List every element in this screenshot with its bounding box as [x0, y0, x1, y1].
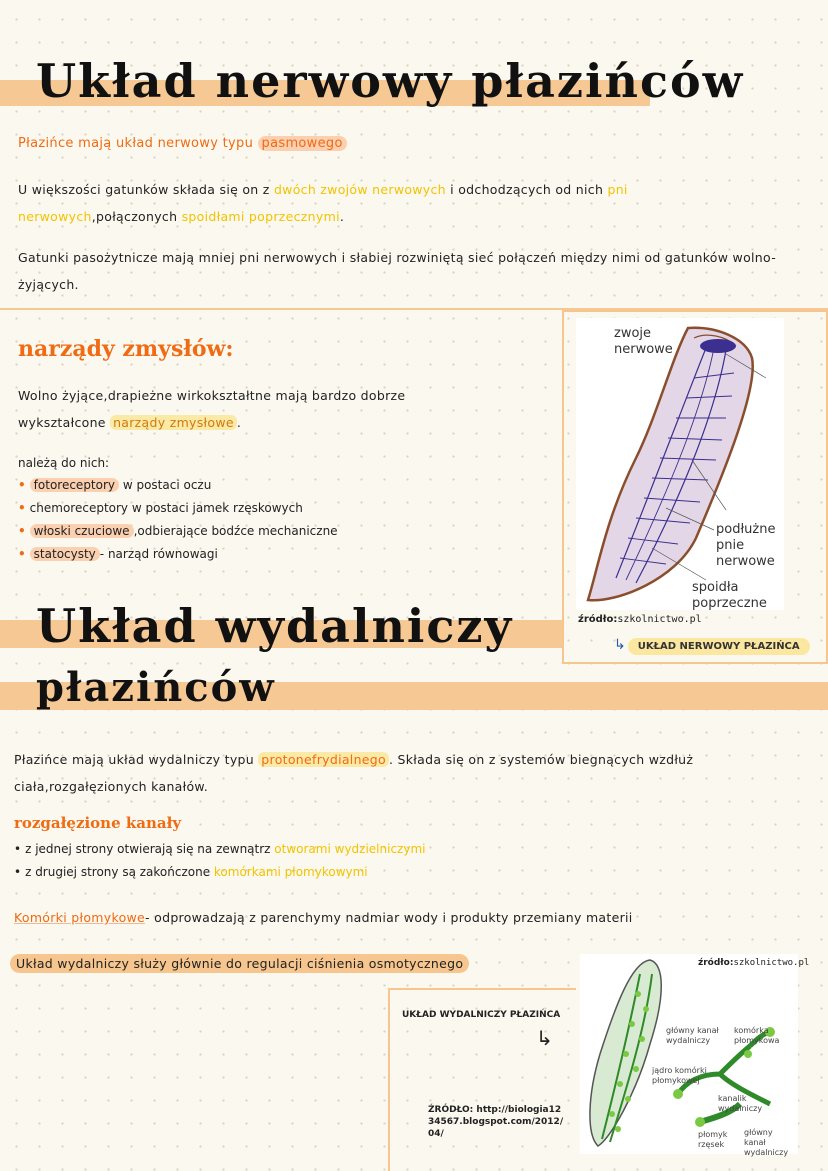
- p1-text-c: i odchodzących od nich: [445, 182, 608, 197]
- arrow-icon: ↳: [614, 637, 626, 653]
- list-item: • statocysty - narząd równowagi: [18, 547, 218, 561]
- p1-term-ganglia: dwóch zwojów nerwowych: [273, 182, 446, 197]
- figure2-source: [698, 958, 809, 968]
- figure-excretory-image: [580, 954, 810, 1157]
- bullet-term: komórkami płomykowymi: [213, 865, 368, 879]
- item-term: włoski czuciowe: [30, 524, 134, 538]
- senses-list-intro: należą do nich:: [18, 456, 110, 470]
- p1-text-a: U większości gatunków składa się on z: [18, 182, 274, 197]
- page-title-excretory-1: Układ wydalniczy: [36, 599, 514, 653]
- figure2-arrow-icon: ↳: [536, 1026, 553, 1050]
- p1-text-g: .: [339, 209, 345, 224]
- label-trunks: podłużne pnie nerwowe: [716, 522, 776, 569]
- senses-heading: narządy zmysłów:: [18, 336, 234, 362]
- label-canal: kanalik wydalniczy: [718, 1094, 763, 1113]
- list-item: • z drugiej strony są zakończone komórkami płomykowymi: [14, 865, 368, 879]
- canals-heading: rozgałęzione kanały: [14, 814, 182, 832]
- nervous-paragraph-2: Gatunki pasożytnicze mają mniej pni nerwowych i słabiej rozwiniętą sieć połączeń między nimi od gatunków wolno-żyjących.: [18, 250, 777, 292]
- list-item: • włoski czuciowe ,odbierające bodźce mechaniczne: [18, 524, 338, 538]
- list-item: • z jednej strony otwierają się na zewnątrz otworami wydzielniczymi: [14, 842, 426, 856]
- source-prefix: źródło:: [578, 614, 618, 625]
- nervous-paragraph-1: [18, 176, 778, 230]
- item-desc: w postaci jamek rzęskowych: [128, 501, 303, 515]
- senses-term: narządy zmysłowe: [110, 415, 237, 430]
- senses-list: [18, 474, 488, 566]
- pasmowy-highlight: pasmowego: [258, 136, 347, 151]
- senses-text-c: .: [236, 415, 242, 430]
- summary-text: Układ wydalniczy służy głównie do regulacji ciśnienia osmotycznego: [10, 954, 469, 973]
- p1-term-trunks: pni nerwowych: [18, 182, 628, 224]
- figure2-blog-source: ŹRÓDŁO: http://biologia1234567.blogspot.com/2012/04/: [428, 1105, 564, 1139]
- item-term: chemoreceptory: [29, 501, 129, 515]
- bullet-text: z drugiej strony są zakończone: [25, 865, 214, 879]
- label-ganglia: zwoje nerwowe: [614, 326, 673, 357]
- p1-text-e: ,połączonych: [91, 209, 182, 224]
- item-desc: ,odbierające bodźce mechaniczne: [133, 524, 338, 538]
- bullet-term: otworami wydzielniczymi: [274, 842, 426, 856]
- summary-line: [10, 950, 469, 977]
- page-title-excretory-2: płazińców: [36, 664, 276, 711]
- label-cilia: płomyk rzęsek: [698, 1130, 728, 1149]
- intro-text: Płazińce mają układ nerwowy typu: [18, 136, 258, 151]
- label-flame-cell: komórka płomykowa: [734, 1026, 780, 1045]
- item-term: fotoreceptory: [30, 478, 119, 492]
- list-item: • fotoreceptory w postaci oczu: [18, 478, 212, 492]
- intro-line: [18, 130, 347, 157]
- source-prefix: źródło:: [698, 958, 734, 968]
- ex-term-protonephridia: protonefrydialnego: [258, 752, 389, 767]
- figure2-caption: UKŁAD WYDALNICZY PŁAZIŃCA: [402, 1010, 561, 1020]
- source-site: szkolnictwo.pl: [733, 958, 810, 968]
- senses-text-a: Wolno żyjące,drapieżne wirkokształtne mają bardzo dobrze wykształcone: [18, 388, 406, 430]
- flame-desc: - odprowadzają z parenchymy nadmiar wody i produkty przemiany materii: [145, 910, 633, 925]
- item-term: statocysty: [30, 547, 100, 561]
- flame-cells-line: [14, 904, 814, 931]
- canals-list: [14, 838, 794, 884]
- bullet-text: z jednej strony otwierają się na zewnątrz: [25, 842, 275, 856]
- flame-term: Komórki płomykowe: [14, 910, 146, 925]
- item-desc: - narząd równowagi: [99, 547, 218, 561]
- figure-nervous-image: [576, 318, 784, 610]
- flatworm-excretory-illustration: [580, 954, 798, 1154]
- caption-text: UKŁAD NERWOWY PŁAZIŃCA: [628, 638, 810, 655]
- item-desc: w postaci oczu: [119, 478, 212, 492]
- list-item: • chemoreceptory w postaci jamek rzęskowych: [18, 501, 303, 515]
- figure1-caption: [614, 634, 810, 653]
- label-main-canal-2: główny kanał wydalniczy: [744, 1128, 789, 1157]
- label-main-canal: główny kanał wydalniczy: [666, 1026, 719, 1045]
- ex-text-b: . Składa się on z systemów biegnących wzdłuż ciała,rozgałęzionych kanałów.: [14, 752, 694, 794]
- senses-paragraph: [18, 382, 488, 436]
- source-site: szkolnictwo.pl: [617, 614, 702, 625]
- p1-term-commissures: spoidłami poprzecznymi: [181, 209, 340, 224]
- figure1-source: [578, 614, 702, 625]
- label-commissures: spoidła poprzeczne: [692, 580, 767, 611]
- excretory-paragraph: [14, 746, 794, 800]
- label-nucleus: jądro komórki płomykowej: [652, 1066, 707, 1085]
- ex-text-a: Płazińce mają układ wydalniczy typu: [14, 752, 259, 767]
- page-title-nervous: Układ nerwowy płazińców: [36, 54, 745, 108]
